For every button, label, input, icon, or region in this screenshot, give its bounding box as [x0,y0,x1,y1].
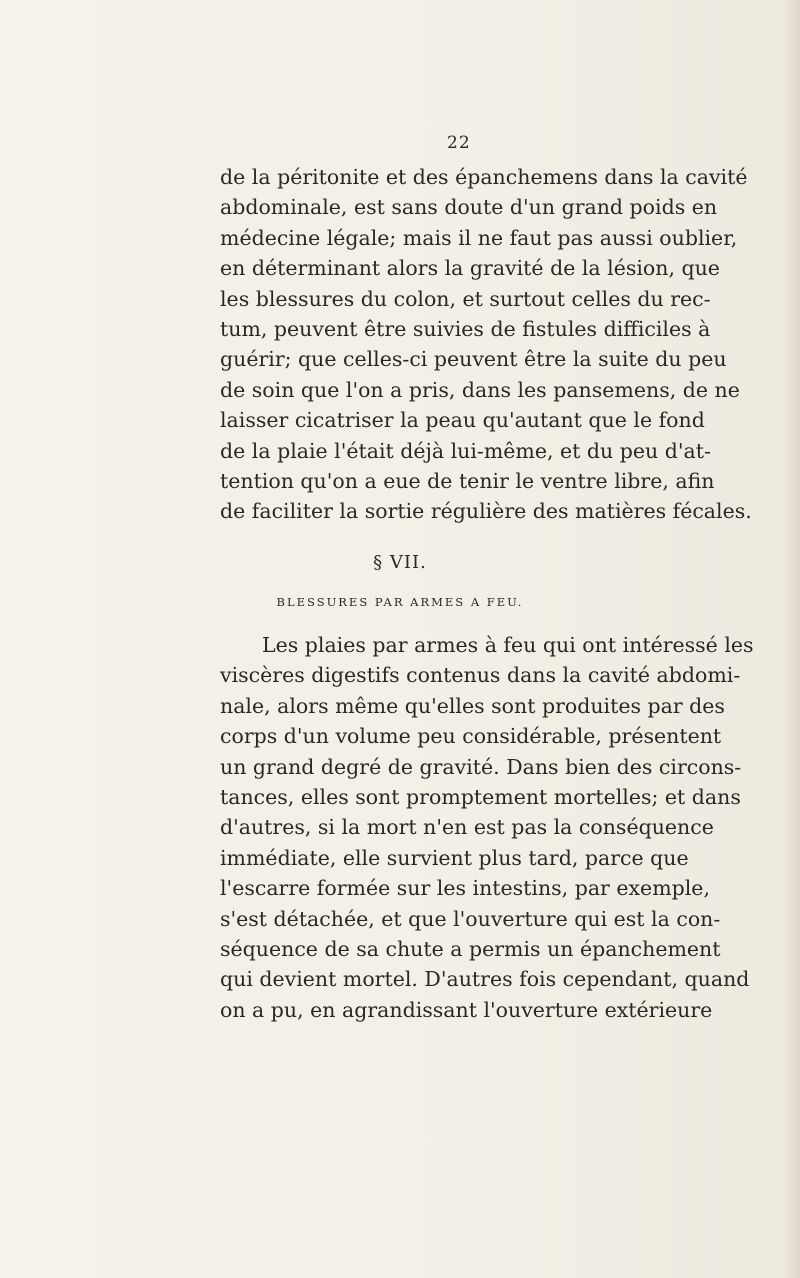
paragraph-gunshot-wounds [220,630,754,1025]
text-line: un grand degré de gravité. Dans bien des circons- [220,754,742,779]
text-line: tances, elles sont promptement mortelles; et dans [220,784,741,809]
text-line: de faciliter la sortie régulière des matières fécales. [220,499,752,524]
text-line: tention qu'on a eue de tenir le ventre libre, afin [220,468,715,493]
section-number: § VII. [373,552,427,573]
section-title: BLESSURES PAR ARMES A FEU. [276,595,524,609]
text-line: viscères digestifs contenus dans la cavité abdomi- [220,663,741,688]
text-line: on a pu, en agrandissant l'ouverture extérieure [220,997,713,1022]
text-line: laisser cicatriser la peau qu'autant que le fond [220,408,705,433]
text-line: de la plaie l'était déjà lui-même, et du peu d'at- [220,438,711,463]
text-line: d'autres, si la mort n'en est pas la conséquence [220,815,714,840]
text-line: corps d'un volume peu considérable, présentent [220,724,722,749]
text-line: nale, alors même qu'elles sont produites par des [220,693,725,718]
text-line: qui devient mortel. D'autres fois cependant, quand [220,967,750,992]
text-line: Les plaies par armes à feu qui ont intéressé les [262,633,754,657]
text-line: abdominale, est sans doute d'un grand poids en [220,195,718,220]
text-line: s'est détachée, et que l'ouverture qui est la con- [220,906,721,931]
text-line: les blessures du colon, et surtout celles du rec- [220,286,711,311]
text-line: l'escarre formée sur les intestins, par exemple, [220,876,710,901]
paragraph-continued [220,162,752,527]
text-line: médecine légale; mais il ne faut pas aussi oublier, [220,225,738,250]
text-line: séquence de sa chute a permis un épanchement [220,936,721,961]
text-line: de la péritonite et des épanchemens dans la cavité [220,165,748,189]
page-edge-shadow [782,0,800,1278]
text-line: en déterminant alors la gravité de la lésion, que [220,256,720,281]
text-line: de soin que l'on a pris, dans les pansemens, de ne [220,377,740,402]
text-line: guérir; que celles-ci peuvent être la suite du peu [220,347,727,372]
page-number: 22 [447,133,471,153]
text-line: tum, peuvent être suivies de fistules difficiles à [220,316,711,341]
text-line: immédiate, elle survient plus tard, parce que [220,845,689,870]
